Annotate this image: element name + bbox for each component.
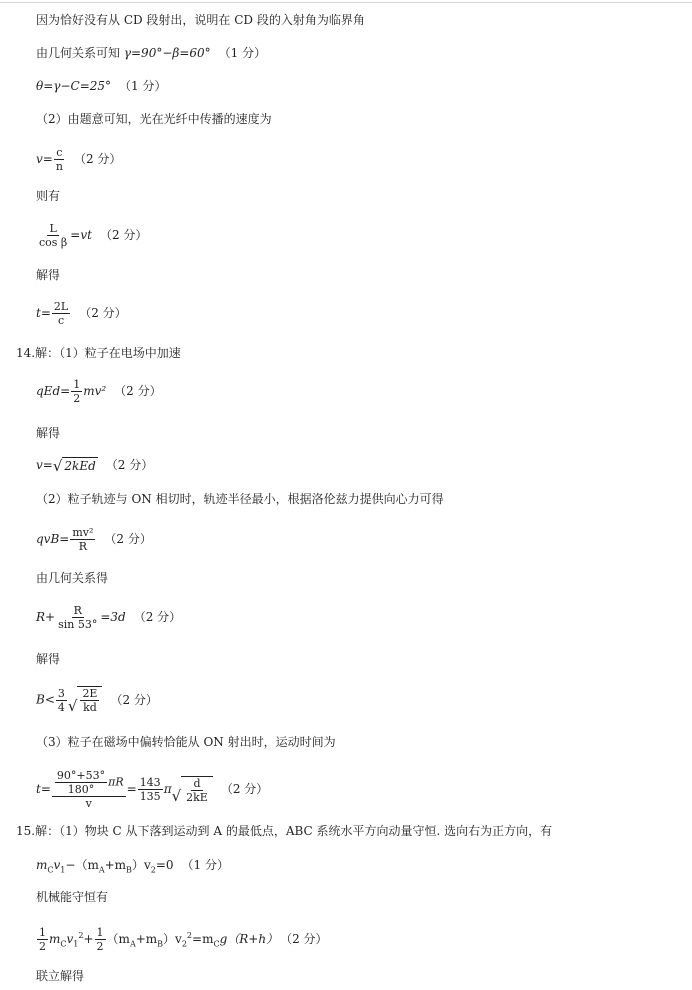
eq-lorentz: qvB= $\frac{\text{mv²}}{R}$ （2 分） — [36, 526, 152, 553]
line-energy-conservation: 机械能守恒有 — [36, 890, 109, 904]
eq-velocity: v= √ 2kEd （2 分） — [36, 457, 154, 475]
line-geometry: 由几何关系得 — [36, 571, 109, 585]
eq-time: t= $\frac{2L}{c}$ （2 分） — [36, 300, 127, 327]
eq-radius: R+ $\frac{R}{\sin 53^\circ}$ =3d （2 分） — [36, 604, 182, 631]
eq-speed: v= $\frac{c}{n}$ （2 分） — [36, 146, 122, 173]
line-part3: （3）粒子在磁场中偏转恰能从 ON 射出时，运动时间为 — [36, 735, 336, 749]
line-part2-tangent: （2）粒子轨迹与 ON 相切时，轨迹半径最小，根据洛伦兹力提供向心力可得 — [36, 492, 444, 506]
line-solve-3: 解得 — [36, 652, 61, 666]
eq-time-magnetic: t= $\frac{90^\circ+53^\circ}{180^\circ}$ πR v = $\frac{143}{135}$ π √ $\frac{d}{2kE}$ （2 分） — [36, 769, 269, 810]
eq-length: $\frac{L}{\text{cos β}}$ =vt （2 分） — [39, 222, 148, 249]
line-then: 则有 — [36, 189, 61, 203]
eq-energy: qEd= $\frac{1}{2}$ mv² （2 分） — [36, 378, 162, 405]
eq-field: B< $\frac{3}{4}$ √ $\frac{2E}{kd}$ （2 分） — [36, 686, 158, 715]
line-solve-2: 解得 — [36, 426, 61, 440]
problem-15-heading: 15.解：（1）物块 C 从下落到运动到 A 的最低点，ABC 系统水平方向动量守恒. 选向右为正方向，有 — [16, 824, 553, 838]
eq-momentum: $m_Cv_1-(m_A+m_B)v_2=0$ （1 分） — [36, 858, 229, 875]
line-solve-1: 解得 — [36, 268, 61, 282]
line-critical-angle: 因为恰好没有从 CD 段射出，说明在 CD 段的入射角为临界角 — [36, 13, 365, 27]
problem-14-heading: 14.解：（1）粒子在电场中加速 — [16, 346, 181, 360]
line-theta: θ=γ−C=25° （1 分） — [36, 79, 167, 93]
top-border — [0, 2, 692, 3]
line-combine-solve: 联立解得 — [36, 969, 85, 983]
line-gamma: 由几何关系可知 γ=90°−β=60° （1 分） — [36, 46, 267, 60]
line-part2-intro: （2）由题意可知，光在光纤中传播的速度为 — [36, 112, 272, 126]
eq-mechanical-energy: $\frac{1}{2}$ $m_Cv_1^2+$ $\frac{1}{2}$ $(m_A+m_B)v_2^2=m_Cg(R+h)$ （2 分） — [39, 926, 328, 953]
